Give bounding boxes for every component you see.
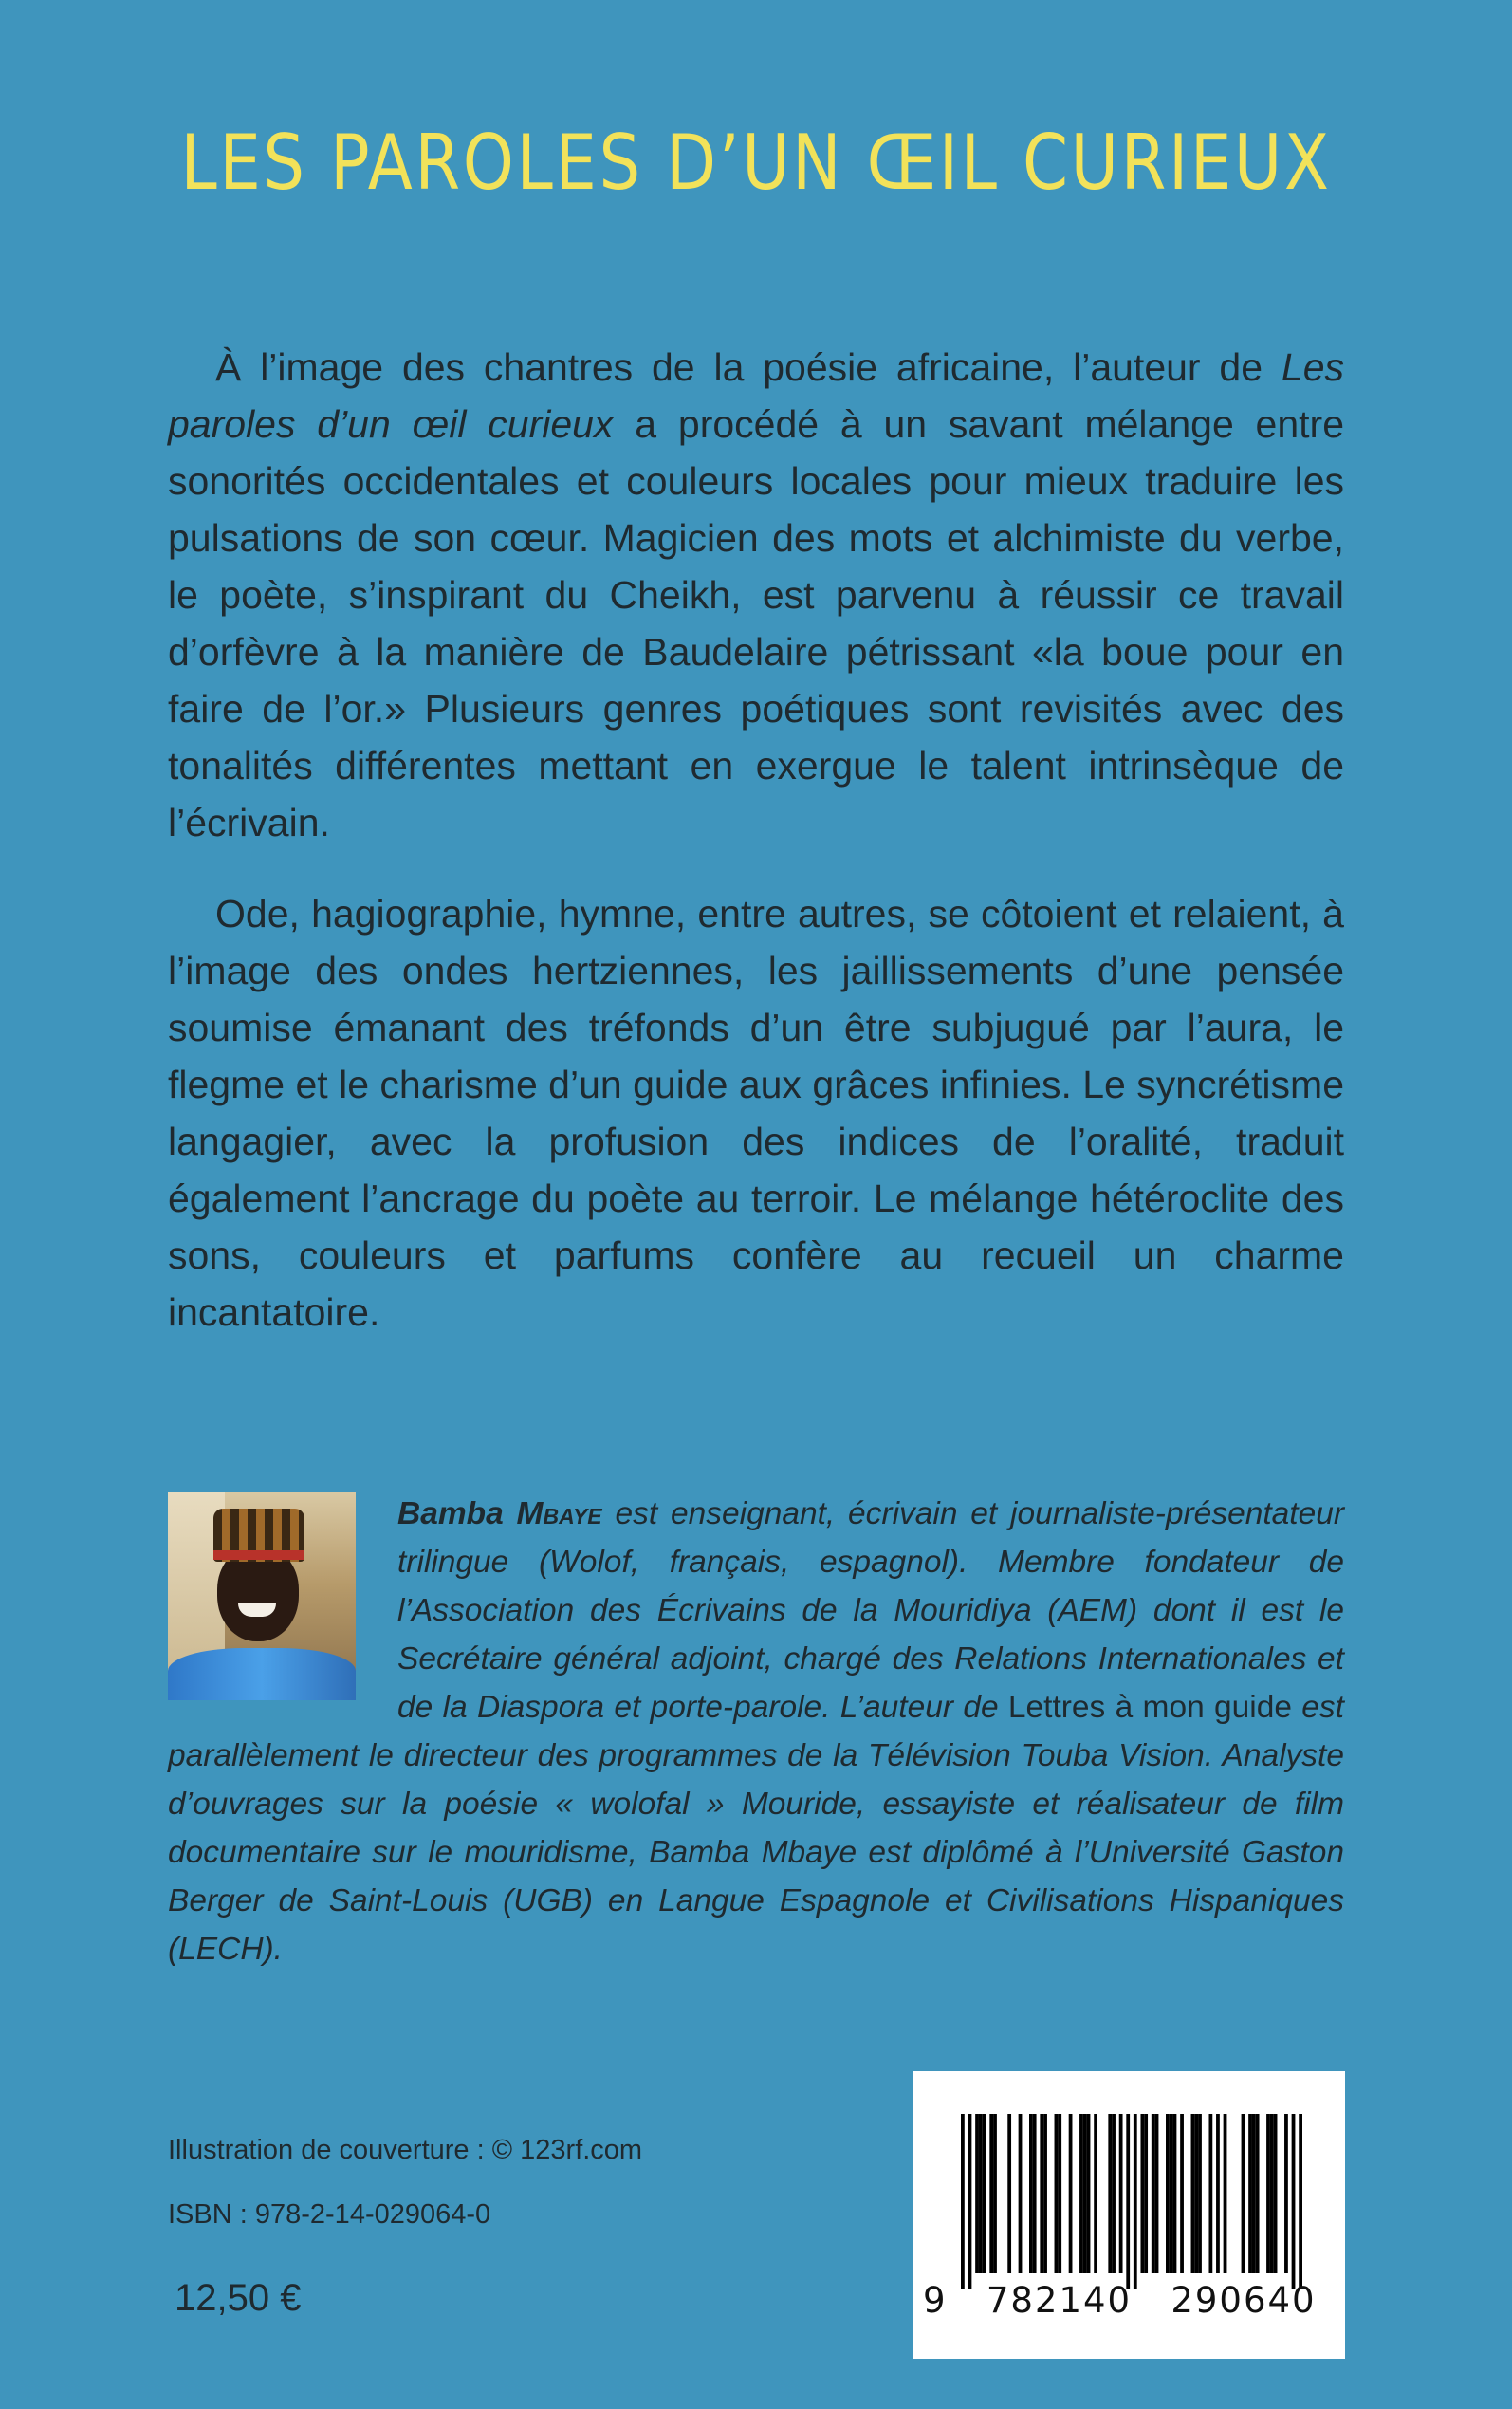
barcode-bar <box>1033 2114 1037 2273</box>
barcode-bars <box>961 2114 1302 2289</box>
illustration-credit: Illustration de couverture : © 123rf.com <box>168 2135 643 2165</box>
barcode-bar <box>1270 2114 1274 2273</box>
barcode-bar <box>1007 2114 1011 2273</box>
author-last-name: Mbaye <box>516 1496 602 1531</box>
barcode-bar <box>1198 2114 1202 2273</box>
barcode-bar <box>1248 2114 1252 2273</box>
barcode-bar <box>1079 2114 1083 2273</box>
barcode-bar <box>1284 2114 1288 2273</box>
barcode-bar <box>1170 2114 1173 2273</box>
barcode-bar <box>1252 2114 1256 2273</box>
author-photo <box>168 1492 356 1700</box>
blurb-book-title: Les paroles d’un œil curieux <box>168 345 1344 446</box>
barcode-bar <box>1069 2114 1073 2273</box>
barcode-bar <box>1299 2114 1302 2289</box>
barcode-bar <box>1144 2114 1148 2273</box>
barcode-bar <box>1058 2114 1061 2273</box>
barcode-bar <box>1112 2114 1116 2273</box>
bio-text-part-2: est parallèlement le directeur des programmes de la Télévision Touba Vision. Analyste d’ouvrages sur la poésie « wolofal » Mouride, essayiste et réalisateur de film documentaire sur le mouridisme, Bamba Mbaye est diplômé à l’Université Gaston Berger de Saint-Louis (UGB) en Langue Espagnole et Civilisations Hispaniques (LECH). <box>168 1690 1344 1967</box>
bio-book-title: Lettres à mon guide <box>1007 1690 1292 1725</box>
barcode-panel <box>913 2071 1345 2359</box>
barcode-bar <box>1087 2114 1091 2273</box>
barcode-bar <box>1266 2114 1270 2273</box>
barcode-bar <box>1194 2114 1198 2273</box>
barcode-bar <box>1083 2114 1087 2273</box>
barcode-bar <box>1166 2114 1170 2273</box>
barcode-bar <box>989 2114 993 2273</box>
barcode-bar <box>1126 2114 1130 2289</box>
author-first-name: Bamba <box>397 1496 504 1531</box>
barcode-bar <box>961 2114 965 2289</box>
blurb-text-start: À l’image des chantres de la poésie africaine, l’auteur de <box>215 345 1282 389</box>
barcode-bar <box>983 2114 986 2273</box>
barcode-bar <box>1208 2114 1212 2273</box>
isbn-label: ISBN : 978-2-14-029064-0 <box>168 2199 491 2230</box>
barcode-bar <box>1292 2114 1296 2289</box>
barcode-bar <box>1173 2114 1177 2273</box>
barcode-bar <box>1152 2114 1155 2273</box>
barcode-bar <box>1043 2114 1047 2273</box>
barcode-bar <box>1040 2114 1043 2273</box>
barcode-bar <box>979 2114 983 2273</box>
blurb-paragraph-1 <box>168 339 1344 851</box>
bio-text-part-1: est enseignant, écrivain et journaliste-présentateur trilingue (Wolof, français, espagnol). Membre fondateur de l’Association des Écrivains de la Mouridiya (AEM) dont il est le Secrétaire général adjoint, chargé des Relations Internationales et de la Diaspora et porte-parole. L’auteur de <box>397 1496 1344 1725</box>
barcode-bar <box>1094 2114 1097 2273</box>
barcode-bar <box>1134 2114 1137 2289</box>
barcode-bar <box>1242 2114 1245 2273</box>
barcode-bar <box>1274 2114 1278 2273</box>
barcode-bar <box>1055 2114 1059 2273</box>
barcode-bar <box>1019 2114 1023 2273</box>
barcode-bar <box>1140 2114 1144 2273</box>
barcode-bar <box>968 2114 972 2289</box>
barcode-bar <box>1224 2114 1227 2273</box>
book-title: LES PAROLES D’UN ŒIL CURIEUX <box>180 119 1332 207</box>
barcode-bar <box>1216 2114 1220 2273</box>
barcode-bar <box>993 2114 997 2273</box>
barcode-bar <box>1180 2114 1184 2273</box>
barcode-bar <box>1155 2114 1159 2273</box>
barcode-bar <box>1108 2114 1112 2273</box>
barcode-bar <box>1029 2114 1033 2273</box>
barcode-bar <box>1191 2114 1195 2273</box>
blurb-paragraph-2: Ode, hagiographie, hymne, entre autres, se côtoient et relaient, à l’image des ondes hertziennes, les jaillissements d’une pensée soumise émanant des tréfonds d’un être subjugué par l’aura, le flegme et le charisme d’un guide aux grâces infinies. Le syncrétisme langagier, avec la profusion des indices de l’oralité, traduit également l’ancrage du poète au terroir. Le mélange hétéroclite des sons, couleurs et parfums confère au recueil un charme incantatoire. <box>168 892 1344 1334</box>
barcode-bar <box>975 2114 979 2273</box>
barcode-bar <box>1119 2114 1123 2273</box>
blurb-text-rest: a procédé à un savant mélange entre sonorités occidentales et couleurs locales pour mieux traduire les pulsations de son cœur. Magicien des mots et alchimiste du verbe, le poète, s’inspirant du Cheikh, est parvenu à réussir ce travail d’orfèvre à la manière de Baudelaire pétrissant «la boue pour en faire de l’or.» Plusieurs genres poétiques sont revisités avec des tonalités différentes mettant en exergue le talent intrinsèque de l’écrivain. <box>168 402 1344 844</box>
barcode-bar <box>1256 2114 1260 2273</box>
price-label: 12,50 € <box>175 2277 302 2319</box>
barcode-digits: 9 782140 290640 <box>923 2280 1317 2321</box>
author-bio-section <box>168 1490 1344 1974</box>
